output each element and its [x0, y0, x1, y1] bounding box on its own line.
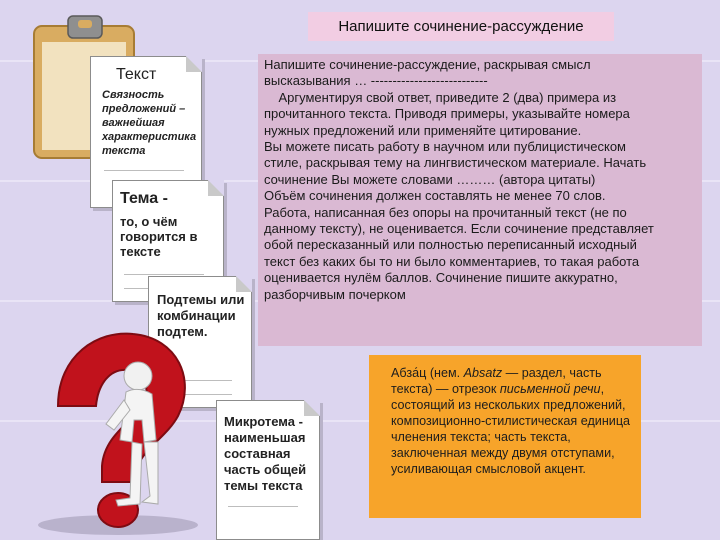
- question-mark-icon: [18, 320, 228, 540]
- card-microtheme-body: Микротема - наименьшая составная часть общей темы текста: [224, 414, 307, 493]
- note-foreign-word: Absatz: [463, 366, 503, 380]
- rule: [104, 170, 184, 171]
- note-italic-phrase: письменной речи: [499, 382, 601, 396]
- instruction-line: разборчивым почерком: [264, 286, 406, 302]
- card-text-body: Связность предложений – важнейшая характеристика текста: [102, 89, 197, 157]
- instruction-line: оценивается нулём баллов. Сочинение пишите аккуратно,: [264, 270, 618, 286]
- instruction-line: Аргументируя свой ответ, приведите 2 (два) примера из: [264, 89, 617, 105]
- card-subthemes-body: Подтемы или комбинации подтем.: [157, 292, 245, 339]
- note-term: Абза́ц: [391, 366, 427, 380]
- instruction-line: Работа, написанная без опоры на прочитанный текст (не по: [264, 204, 627, 220]
- definition-note: [369, 355, 641, 518]
- instruction-line: Объём сочинения должен составлять не менее 70 слов.: [264, 188, 606, 204]
- card-theme-heading: Тема -: [120, 190, 168, 207]
- rule: [124, 274, 204, 275]
- instruction-line: Напишите сочинение-рассуждение, раскрывая смысл: [264, 57, 591, 72]
- instruction-line: высказывания … ---------------------------: [264, 73, 488, 89]
- card-theme-body: то, о чём говорится в тексте: [120, 214, 198, 259]
- instruction-line: нужных предложений или применяйте цитирование.: [264, 122, 582, 138]
- note-text: , состоящий из нескольких предложений, композиционно-стилистическая единица членения текста; часть текста, заключенная между двумя отступами, усиливающая смысловой акцент.: [391, 382, 631, 476]
- card-text-heading: Текст: [116, 66, 157, 83]
- instruction-line: обой пересказанный или полностью переписанный исходный: [264, 237, 637, 253]
- instruction-line: сочинение Вы можете словами ……… (автора цитаты): [264, 171, 596, 187]
- instruction-line: стиле, раскрывая тему на лингвистическом материале. Начать: [264, 155, 647, 171]
- note-text: (нем.: [426, 366, 464, 380]
- rule: [228, 506, 298, 507]
- slide-title: Напишите сочинение-рассуждение: [308, 12, 614, 41]
- note-text: — раздел, часть текста) — отрезок: [391, 366, 602, 396]
- instruction-line: текст без каких бы то ни было комментариев, то такая работа: [264, 253, 640, 269]
- instruction-line: данному тексту), не оценивается. Если сочинение представляет: [264, 221, 654, 237]
- instruction-line: Вы можете писать работу в научном или публицистическом: [264, 139, 626, 155]
- instructions-panel: [258, 54, 702, 346]
- instruction-line: прочитанного текста. Приводя примеры, указывайте номера: [264, 106, 630, 122]
